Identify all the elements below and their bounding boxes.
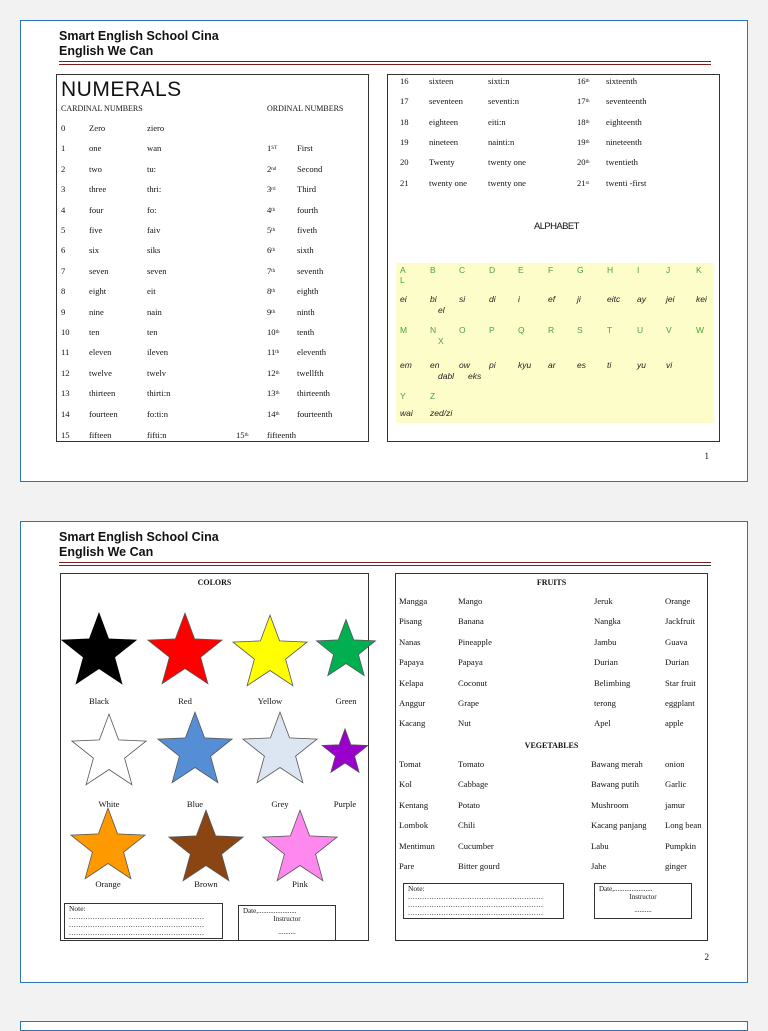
- vegetable-cell: onion: [665, 759, 685, 769]
- alphabet-pron: ay: [637, 294, 646, 304]
- black-star-icon: [58, 608, 140, 690]
- color-label: Pink: [292, 879, 308, 889]
- green-star-icon: [313, 615, 379, 681]
- color-label: Brown: [194, 879, 218, 889]
- fruit-cell: Nut: [458, 718, 471, 729]
- color-label: Grey: [271, 799, 289, 809]
- num-row-n: 1: [61, 143, 66, 154]
- colors-instructor-label: Instructor: [273, 915, 301, 923]
- colors-note-box[interactable]: [64, 903, 223, 939]
- num-row-ord: 7th: [267, 265, 276, 276]
- fruit-cell: Nanas: [399, 636, 421, 647]
- note-line: .........................................................: [408, 908, 544, 917]
- num-row-pron: twelv: [147, 367, 167, 378]
- alphabet-letter: X: [438, 336, 444, 346]
- num-row-pron: twenty one: [488, 177, 526, 188]
- color-label: White: [98, 799, 120, 809]
- fruit-cell: Durian: [665, 657, 689, 668]
- num-row-ord: 1ST: [267, 143, 278, 154]
- alphabet-letter: M: [400, 325, 408, 335]
- num-row-pron: twenty one: [488, 157, 526, 168]
- alphabet-letter: K: [696, 265, 702, 275]
- num-row-pron: fo:: [147, 204, 157, 215]
- vegetable-cell: Kol: [399, 779, 412, 790]
- school-name: Smart English School Cina: [59, 29, 219, 43]
- alphabet-pron: wai: [400, 408, 413, 418]
- alphabet-pron: dabl: [438, 371, 455, 381]
- veg-date-box[interactable]: [594, 883, 692, 919]
- vegetable-cell: Bawang putih: [591, 779, 639, 790]
- vegetable-cell: Jahe: [591, 861, 607, 871]
- num-row-n: 3: [61, 184, 66, 195]
- alphabet-pron: eitc: [607, 294, 621, 304]
- alphabet-pron: el: [438, 305, 445, 315]
- fruit-cell: Guava: [665, 636, 688, 647]
- num-row-pron: wan: [147, 143, 162, 154]
- school-subtitle-2: English We Can: [59, 545, 154, 559]
- num-row-n: 20: [400, 157, 409, 168]
- num-row-pron: faiv: [147, 225, 161, 235]
- num-row-ordword: thirteenth: [297, 388, 330, 399]
- num-row-ordword: Third: [297, 184, 317, 195]
- color-label: Green: [335, 696, 357, 706]
- alphabet-letter: P: [489, 325, 495, 335]
- fruit-cell: Kacang: [399, 718, 426, 729]
- num-row-n: 0: [61, 123, 66, 133]
- alphabet-pron: ei: [400, 294, 407, 304]
- num-row-word: five: [89, 225, 103, 235]
- header-rule-2: [59, 562, 711, 566]
- page-number-2: 2: [704, 952, 709, 962]
- num-row-15-pron: fifti:n: [147, 430, 167, 440]
- num-row-word: Zero: [89, 123, 106, 133]
- vegetable-cell: Bitter gourd: [458, 861, 500, 871]
- fruit-cell: Nangka: [594, 616, 621, 627]
- vegetable-cell: Pare: [399, 861, 415, 871]
- num-row-ord: 18th: [577, 116, 590, 127]
- alphabet-pron: zed/zi: [430, 408, 453, 418]
- num-row-ord: 21st: [577, 177, 589, 188]
- color-label: Blue: [186, 799, 204, 809]
- fruit-cell: Pisang: [399, 616, 422, 627]
- alphabet-pron: di: [489, 294, 496, 304]
- fruit-cell: Jeruk: [594, 596, 613, 606]
- alphabet-pron: ji: [577, 294, 581, 304]
- vegetable-cell: Tomat: [399, 759, 421, 769]
- num-row-pron: sixti:n: [488, 76, 510, 86]
- num-row-ordword: ninth: [297, 306, 315, 317]
- num-row-word: two: [89, 163, 102, 174]
- num-row-n: 18: [400, 116, 409, 127]
- color-label: Purple: [333, 799, 357, 809]
- numerals-title: NUMERALS: [61, 78, 182, 101]
- num-row-word: sixteen: [429, 76, 454, 86]
- color-label: Orange: [95, 879, 121, 889]
- alphabet-letter: O: [459, 325, 466, 335]
- num-row-ordword: eleventh: [297, 347, 327, 358]
- num-row-15-ord: 15th: [236, 430, 249, 440]
- fruit-cell: Papaya: [458, 657, 483, 668]
- num-row-ord: 16th: [577, 76, 590, 86]
- alphabet-table: [396, 263, 714, 423]
- vegetable-cell: Labu: [591, 840, 609, 851]
- fruit-cell: Kelapa: [399, 677, 424, 688]
- fruit-cell: Durian: [594, 657, 618, 668]
- alphabet-pron: jei: [666, 294, 675, 304]
- num-row-ord: 10th: [267, 327, 280, 337]
- vegetable-cell: Bawang merah: [591, 759, 643, 769]
- alphabet-pron: yu: [637, 360, 646, 370]
- num-row-ordword: sixteenth: [606, 76, 638, 86]
- orange-star-icon: [67, 803, 149, 885]
- colors-date-label: Date,......................: [243, 907, 297, 915]
- note-line: .........................................................: [408, 892, 544, 901]
- vegetable-cell: Kacang panjang: [591, 820, 647, 831]
- fruit-cell: Apel: [594, 718, 611, 729]
- num-row-word: three: [89, 184, 107, 195]
- color-label: Yellow: [257, 696, 283, 706]
- alphabet-letter: L: [400, 275, 405, 285]
- vegetable-cell: Lombok: [399, 820, 429, 831]
- alphabet-pron: bi: [430, 294, 437, 304]
- num-row-ordword: twentieth: [606, 157, 638, 168]
- fruit-cell: Mango: [458, 596, 483, 606]
- alphabet-letter: Y: [400, 391, 406, 401]
- num-row-n: 16: [400, 76, 409, 86]
- num-row-pron: eit: [147, 286, 156, 297]
- num-row-pron: ileven: [147, 347, 168, 358]
- white-star-icon: [68, 709, 150, 791]
- num-row-ord: 12th: [267, 367, 280, 378]
- vegetable-cell: Pumpkin: [665, 840, 697, 851]
- alphabet-pron: ef: [548, 294, 556, 304]
- alphabet-pron: pi: [489, 360, 496, 370]
- vegetables-title: VEGETABLES: [524, 741, 579, 750]
- alphabet-pron: ar: [548, 360, 556, 370]
- num-row-ordword: seventh: [297, 265, 324, 276]
- cardinal-header: CARDINAL NUMBERS: [61, 104, 143, 113]
- num-row-pron: eiti:n: [488, 116, 506, 127]
- num-row-n: 8: [61, 286, 66, 297]
- school-name-2: Smart English School Cina: [59, 530, 219, 544]
- note-line: .........................................................: [69, 920, 205, 929]
- num-row-pron: fo:ti:n: [147, 408, 169, 419]
- num-row-word: seventeen: [429, 96, 463, 107]
- num-row-ord: 4th: [267, 204, 276, 215]
- num-row-word: eight: [89, 286, 107, 297]
- alphabet-letter: Z: [430, 391, 436, 401]
- fruit-cell: Orange: [665, 596, 691, 606]
- num-row-ordword: fiveth: [297, 225, 318, 235]
- fruit-cell: eggplant: [665, 698, 695, 708]
- num-row-ord: 20th: [577, 157, 590, 168]
- num-row-pron: tu:: [147, 163, 157, 174]
- alphabet-pron: i: [518, 294, 520, 304]
- num-row-15-n: 15: [61, 430, 70, 440]
- vegetable-cell: Long bean: [665, 820, 702, 831]
- num-row-word: Twenty: [429, 157, 455, 168]
- brown-star-icon: [165, 805, 247, 887]
- num-row-ordword: eighteenth: [606, 116, 642, 127]
- alphabet-letter: C: [459, 265, 466, 275]
- vegetable-cell: Cucumber: [458, 840, 494, 851]
- num-row-ordword: Second: [297, 163, 323, 174]
- document-page-2: [20, 521, 748, 983]
- numerals-box: [56, 74, 369, 442]
- num-row-word: nine: [89, 306, 104, 317]
- num-row-pron: ten: [147, 327, 158, 337]
- num-row-ord: 6th: [267, 245, 276, 256]
- alphabet-pron: es: [577, 360, 586, 370]
- num-row-15-ordword: fifteenth: [267, 430, 297, 440]
- alphabet-letter: V: [666, 325, 672, 335]
- num-row-word: seven: [89, 265, 109, 276]
- num-row-word: ten: [89, 327, 100, 337]
- num-row-ord: 9th: [267, 306, 276, 317]
- note-line: .........................................................: [408, 900, 544, 909]
- num-row-ordword: eighth: [297, 286, 319, 297]
- num-row-ordword: tenth: [297, 327, 315, 337]
- num-row-word: nineteen: [429, 136, 459, 147]
- num-row-pron: nain: [147, 306, 162, 317]
- note-line: .........................................................: [69, 912, 205, 921]
- num-row-ordword: seventeenth: [606, 96, 647, 107]
- colors-title: COLORS: [197, 578, 232, 587]
- num-row-ord: 17th: [577, 96, 590, 107]
- colors-box: [60, 573, 369, 941]
- num-row-word: eleven: [89, 347, 112, 358]
- yellow-star-icon: [229, 610, 311, 692]
- color-label: Red: [178, 696, 192, 706]
- blue-star-icon: [154, 707, 236, 789]
- veg-date-label: Date,......................: [599, 885, 653, 893]
- alphabet-letter: N: [430, 325, 437, 335]
- vegetable-cell: Mentimun: [399, 840, 435, 851]
- veg-note-label: Note:: [408, 884, 425, 893]
- ordinal-header: ORDINAL NUMBERS: [267, 104, 344, 113]
- num-row-word: six: [89, 245, 100, 256]
- alphabet-letter: A: [400, 265, 406, 275]
- num-row-ordword: fourteenth: [297, 408, 333, 419]
- num-row-ordword: fourth: [297, 204, 319, 215]
- alphabet-letter: H: [607, 265, 614, 275]
- alphabet-letter: F: [548, 265, 554, 275]
- purple-star-icon: [319, 725, 371, 777]
- num-row-word: twenty one: [429, 177, 467, 188]
- fruit-cell: Coconut: [458, 677, 488, 688]
- alphabet-pron: vi: [666, 360, 673, 370]
- num-row-ordword: nineteenth: [606, 136, 642, 147]
- vegetable-cell: jamur: [665, 799, 686, 810]
- alphabet-pron: kyu: [518, 360, 532, 370]
- vegetable-cell: Tomato: [458, 759, 485, 769]
- num-row-n: 17: [400, 96, 409, 107]
- vegetable-cell: Mushroom: [591, 799, 629, 810]
- vegetable-cell: Potato: [458, 799, 480, 810]
- num-row-ord: 19th: [577, 136, 590, 147]
- num-row-ord: 14th: [267, 408, 280, 419]
- num-row-pron: seventi:n: [488, 96, 520, 107]
- alphabet-pron: kei: [696, 294, 707, 304]
- alphabet-letter: J: [666, 265, 671, 275]
- num-row-word: four: [89, 204, 104, 215]
- document-page-1: [20, 20, 748, 482]
- num-row-pron: siks: [147, 245, 161, 256]
- alphabet-letter: W: [696, 325, 705, 335]
- fruit-cell: terong: [594, 698, 616, 708]
- num-row-n: 13: [61, 388, 70, 399]
- alphabet-letter: S: [577, 325, 583, 335]
- fruit-cell: Star fruit: [665, 677, 696, 688]
- num-row-ordword: sixth: [297, 245, 314, 256]
- num-row-ord: 13th: [267, 388, 280, 399]
- veg-instructor-label: Instructor: [629, 893, 657, 901]
- fruits-title: FRUITS: [536, 578, 567, 587]
- grey-star-icon: [239, 707, 321, 789]
- colors-date-box[interactable]: [238, 905, 336, 941]
- num-row-pron: thri:: [147, 184, 162, 195]
- num-row-ordword: First: [297, 143, 313, 154]
- num-row-n: 11: [61, 347, 70, 358]
- num-row-word: eighteen: [429, 116, 459, 127]
- alphabet-pron: ti: [607, 360, 612, 370]
- num-row-n: 4: [61, 204, 66, 215]
- alphabet-pron: ow: [459, 360, 470, 370]
- color-label: Black: [88, 696, 110, 706]
- num-row-n: 10: [61, 327, 70, 337]
- fruit-cell: Belimbing: [594, 677, 631, 688]
- num-row-pron: thirti:n: [147, 388, 171, 399]
- num-row-ord: 2nd: [267, 163, 277, 174]
- vegetable-cell: ginger: [665, 861, 687, 871]
- num-row-ord: 5th: [267, 225, 276, 235]
- veg-sign-dots: ..........: [634, 906, 652, 914]
- fruit-cell: Mangga: [399, 596, 428, 606]
- num-row-ord: 8th: [267, 286, 276, 297]
- alphabet-letter: D: [489, 265, 496, 275]
- vegetable-cell: Garlic: [665, 779, 687, 790]
- vegetable-cell: Chili: [458, 820, 476, 831]
- num-row-n: 2: [61, 163, 66, 174]
- fruit-cell: Anggur: [399, 698, 426, 708]
- alphabet-pron: en: [430, 360, 440, 370]
- document-page-3: [20, 1021, 748, 1031]
- school-subtitle: English We Can: [59, 44, 154, 58]
- num-row-n: 21: [400, 177, 409, 188]
- num-row-ordword: twellfth: [297, 367, 324, 378]
- num-row-15-word: fifteen: [89, 430, 112, 440]
- note-line: .........................................................: [69, 928, 205, 937]
- fruit-cell: apple: [665, 718, 684, 729]
- num-row-n: 14: [61, 408, 70, 419]
- alphabet-pron: em: [400, 360, 412, 370]
- num-row-ord: 11th: [267, 347, 280, 358]
- vegetable-cell: Cabbage: [458, 779, 489, 790]
- num-row-word: thirteen: [89, 388, 116, 399]
- fruits-vegetables-box: [395, 573, 708, 941]
- num-row-n: 6: [61, 245, 66, 256]
- num-row-n: 7: [61, 265, 66, 276]
- colors-note-label: Note:: [69, 904, 86, 913]
- header-rule: [59, 61, 711, 65]
- num-row-pron: seven: [147, 265, 167, 276]
- num-row-word: fourteen: [89, 408, 118, 419]
- num-row-n: 5: [61, 225, 66, 235]
- num-row-ordword: twenti -first: [606, 177, 647, 188]
- page-number-1: 1: [704, 451, 709, 461]
- fruit-cell: Papaya: [399, 657, 424, 668]
- num-row-pron: ziero: [147, 123, 165, 133]
- colors-sign-dots: ..........: [278, 928, 296, 936]
- numerals-alphabet-box: [387, 74, 720, 442]
- alphabet-letter: E: [518, 265, 524, 275]
- fruit-cell: Banana: [458, 616, 484, 627]
- alphabet-letter: I: [637, 265, 640, 275]
- red-star-icon: [144, 608, 226, 690]
- fruit-cell: Jackfruit: [665, 616, 696, 627]
- num-row-word: twelve: [89, 367, 112, 378]
- alphabet-pron: si: [459, 294, 466, 304]
- fruit-cell: Pineapple: [458, 636, 492, 647]
- fruit-cell: Jambu: [594, 636, 617, 647]
- num-row-n: 19: [400, 136, 409, 147]
- alphabet-letter: Q: [518, 325, 525, 335]
- alphabet-letter: B: [430, 265, 436, 275]
- fruit-cell: Grape: [458, 698, 479, 708]
- alphabet-title: ALPHABET: [534, 221, 579, 232]
- alphabet-letter: U: [637, 325, 644, 335]
- alphabet-letter: G: [577, 265, 584, 275]
- num-row-word: one: [89, 143, 102, 154]
- num-row-n: 9: [61, 306, 66, 317]
- num-row-ord: 3rd: [267, 184, 276, 195]
- vegetable-cell: Kentang: [399, 799, 429, 810]
- pink-star-icon: [259, 805, 341, 887]
- alphabet-letter: R: [548, 325, 555, 335]
- num-row-pron: nainti:n: [488, 136, 515, 147]
- veg-note-box[interactable]: [403, 883, 564, 919]
- alphabet-letter: T: [607, 325, 613, 335]
- alphabet-pron: eks: [468, 371, 482, 381]
- num-row-n: 12: [61, 367, 70, 378]
